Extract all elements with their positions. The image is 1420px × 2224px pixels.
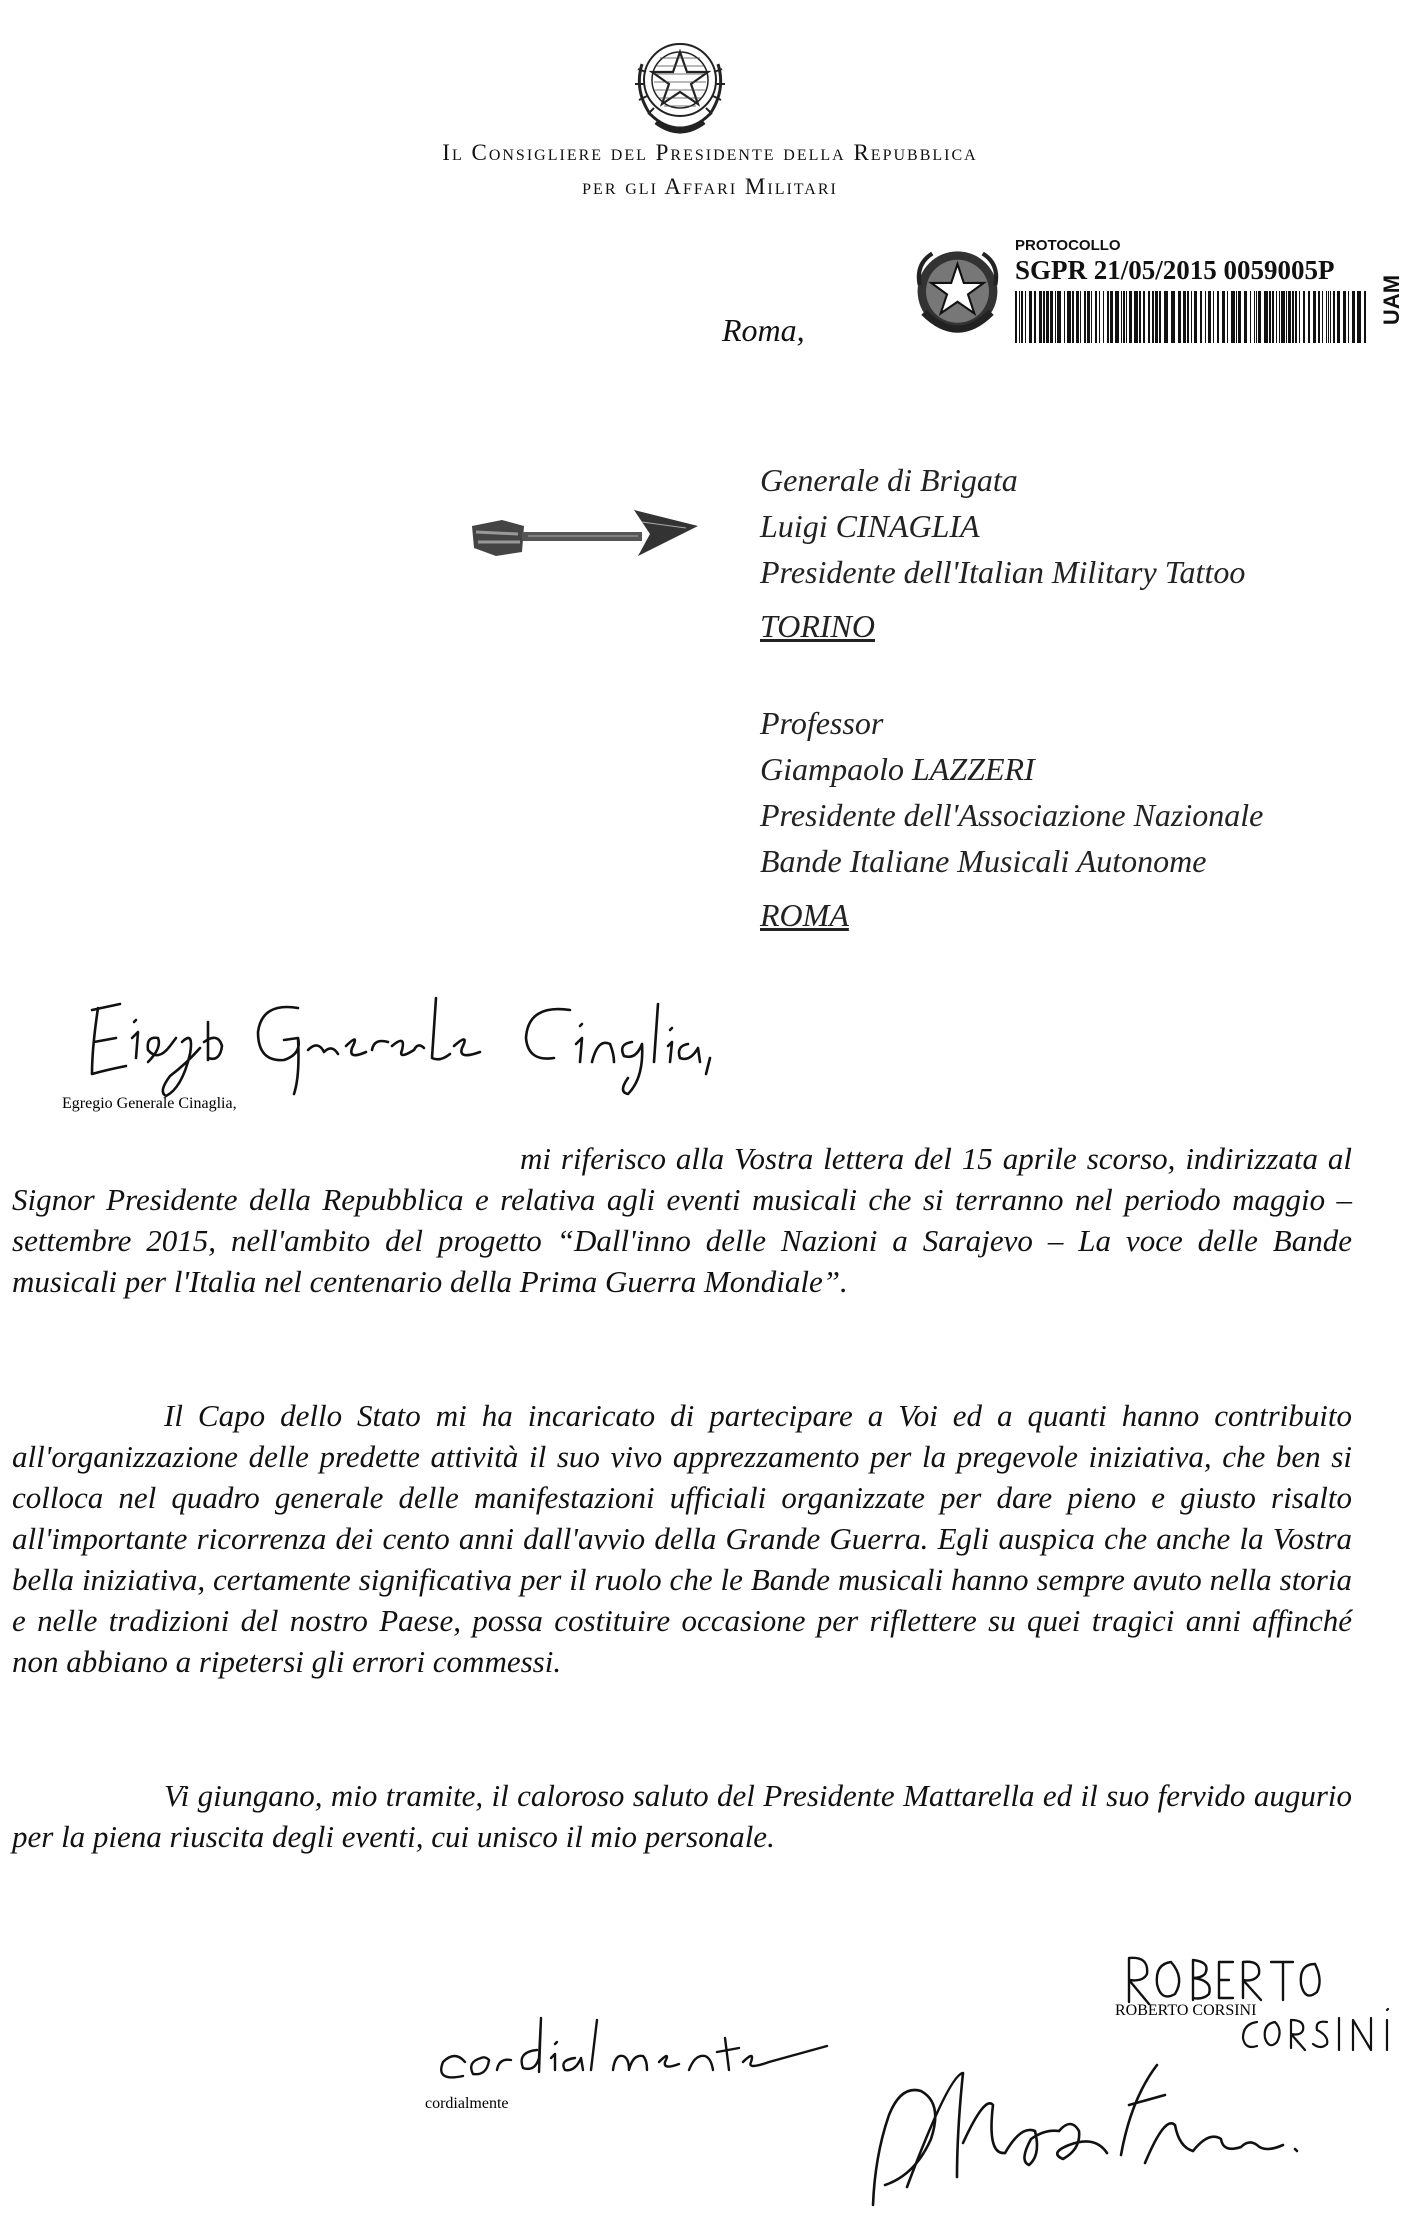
- handwritten-salutation: [62, 958, 722, 1118]
- barcode-bar: [1110, 291, 1113, 343]
- barcode-bar: [1326, 291, 1327, 343]
- barcode-bar: [1155, 291, 1158, 343]
- protocol-stamp: [905, 225, 1410, 385]
- barcode-bar: [1087, 291, 1090, 343]
- barcode-icon: [1015, 291, 1367, 343]
- barcode-bar: [1183, 291, 1186, 343]
- barcode-bar: [1357, 291, 1361, 343]
- barcode-bar: [1055, 291, 1056, 343]
- barcode-bar: [1269, 291, 1271, 343]
- body-paragraph-2: Il Capo dello Stato mi ha incaricato di partecipare a Voi ed a quanti hanno contribuito all'organizzazione delle predette attività il suo vivo apprezzamento per la pregevole iniziativa, che ben si colloca nel quadro generale delle manifestazioni ufficiali organizzate per dare pieno e giusto risalto all'importante ricorrenza dei cento anni dall'avvio della Grande Guerra. Egli auspica che anche la Vostra bella iniziativa, certamente significativa per il ruolo che le Bande musicali hanno sempre avuto nella storia e nelle tradizioni del nostro Paese, possa costituire occasione per riflettere su quei tragici anni affinché non abbiano a ripetersi gli errori commessi.: [12, 1398, 1352, 1679]
- recipient-1-line-1: Generale di Brigata: [760, 462, 1018, 498]
- barcode-bar: [1322, 291, 1323, 343]
- barcode-bar: [1148, 291, 1150, 343]
- barcode-bar: [1222, 291, 1225, 343]
- barcode-bar: [1238, 291, 1241, 343]
- barcode-bar: [1121, 291, 1122, 343]
- arrow-right-icon: [462, 490, 702, 580]
- barcode-bar: [1348, 291, 1349, 343]
- barcode-bar: [1021, 291, 1023, 343]
- barcode-bar: [1076, 291, 1079, 343]
- protocol-code: SGPR 21/05/2015 0059005P: [1015, 255, 1335, 285]
- barcode-bar: [1250, 291, 1251, 343]
- letterhead-line-2: per gli Affari Militari: [582, 174, 838, 199]
- barcode-bar: [1015, 291, 1017, 343]
- signatory-name-text: ROBERTO CORSINI: [1115, 2002, 1257, 2019]
- protocol-side-text: UAM: [1379, 274, 1404, 326]
- barcode-bar: [1152, 291, 1154, 343]
- barcode-bar: [1236, 291, 1237, 343]
- barcode-bar: [1352, 291, 1355, 343]
- barcode-bar: [1231, 291, 1235, 343]
- barcode-bar: [1159, 291, 1161, 343]
- closing-text: cordialmente: [425, 2095, 509, 2112]
- italian-republic-emblem-icon: [905, 243, 1010, 348]
- barcode-bar: [1057, 291, 1061, 343]
- barcode-bar: [1072, 291, 1074, 343]
- barcode-bar: [1043, 291, 1045, 343]
- recipient-1-city: TORINO: [760, 608, 875, 644]
- place-text: Roma,: [722, 312, 805, 348]
- barcode-bar: [1217, 291, 1219, 343]
- barcode-bar: [1213, 291, 1214, 343]
- barcode-bar: [1333, 291, 1335, 343]
- barcode-bar: [1187, 291, 1189, 343]
- recipient-2-city: ROMA: [760, 897, 849, 933]
- body-paragraph-1: mi riferisco alla Vostra lettera del 15 aprile scorso, indirizzata al Signor Presidente della Repubblica e relativa agli eventi musicali che si terranno nel periodo maggio – settembre 2015, nell'ambito del progetto “Dall'inno delle Nazioni a Sarajevo – La voce delle Bande musicali per l'Italia nel centenario della Prima Guerra Mondiale”.: [12, 1141, 1352, 1299]
- barcode-bar: [1343, 291, 1346, 343]
- barcode-bar: [1134, 291, 1138, 343]
- letterhead-line-1: Il Consigliere del Presidente della Repubblica: [442, 140, 978, 165]
- barcode-bar: [1279, 291, 1280, 343]
- barcode-bar: [1129, 291, 1132, 343]
- barcode-bar: [1164, 291, 1168, 343]
- barcode-bar: [1208, 291, 1211, 343]
- barcode-bar: [1139, 291, 1141, 343]
- barcode-bar: [1200, 291, 1202, 343]
- protocol-label: PROTOCOLLO: [1015, 237, 1121, 254]
- barcode-bar: [1025, 291, 1026, 343]
- recipient-2-line-2: Giampaolo LAZZERI: [760, 751, 1035, 787]
- recipient-2-line-3: Presidente dell'Associazione Nazionale: [760, 797, 1264, 833]
- barcode-bar: [1194, 291, 1197, 343]
- barcode-bar: [1080, 291, 1081, 343]
- barcode-bar: [1143, 291, 1145, 343]
- barcode-bar: [1299, 291, 1300, 343]
- barcode-bar: [1123, 291, 1125, 343]
- barcode-bar: [1281, 291, 1285, 343]
- recipient-1: [760, 457, 1245, 649]
- barcode-bar: [1272, 291, 1274, 343]
- barcode-bar: [1126, 291, 1127, 343]
- barcode-bar: [1264, 291, 1268, 343]
- barcode-bar: [1115, 291, 1119, 343]
- barcode-bar: [1067, 291, 1071, 343]
- barcode-bar: [1258, 291, 1261, 343]
- barcode-bar: [1064, 291, 1065, 343]
- barcode-bar: [1295, 291, 1297, 343]
- barcode-bar: [1050, 291, 1053, 343]
- barcode-bar: [1328, 291, 1329, 343]
- barcode-bar: [1034, 291, 1036, 343]
- recipient-1-line-3: Presidente dell'Italian Military Tattoo: [760, 554, 1246, 590]
- barcode-bar: [1330, 291, 1331, 343]
- protocol-side-label: [1377, 249, 1407, 349]
- body-paragraph-3: Vi giungano, mio tramite, il caloroso saluto del Presidente Mattarella ed il suo fervido augurio per la piena riuscita degli eventi, cui unisco il mio personale.: [12, 1778, 1352, 1854]
- barcode-bar: [1091, 291, 1092, 343]
- barcode-bar: [1288, 291, 1291, 343]
- italian-republic-emblem-icon: [620, 28, 740, 148]
- barcode-bar: [1244, 291, 1247, 343]
- salutation-text: Egregio Generale Cinaglia,: [62, 1095, 237, 1112]
- barcode-bar: [1308, 291, 1310, 343]
- handwritten-closing: [425, 1958, 895, 2118]
- barcode-bar: [1313, 291, 1316, 343]
- barcode-bar: [1107, 291, 1109, 343]
- barcode-bar: [1039, 291, 1042, 343]
- barcode-bar: [1364, 291, 1366, 343]
- barcode-bar: [1178, 291, 1181, 343]
- barcode-bar: [1205, 291, 1206, 343]
- recipient-2: [760, 700, 1263, 938]
- barcode-bar: [1095, 291, 1097, 343]
- barcode-bar: [1276, 291, 1277, 343]
- barcode-bar: [1171, 291, 1175, 343]
- recipient-1-line-2: Luigi CINAGLIA: [760, 508, 980, 544]
- barcode-bar: [1286, 291, 1287, 343]
- barcode-bar: [1303, 291, 1305, 343]
- barcode-bar: [1019, 291, 1020, 343]
- barcode-bar: [1103, 291, 1104, 343]
- barcode-bar: [1099, 291, 1100, 343]
- recipient-2-line-4: Bande Italiane Musicali Autonome: [760, 843, 1207, 879]
- barcode-bar: [1292, 291, 1294, 343]
- barcode-bar: [1254, 291, 1255, 343]
- handwritten-signature-icon: [845, 2035, 1365, 2220]
- barcode-bar: [1256, 291, 1257, 343]
- barcode-bar: [1191, 291, 1192, 343]
- barcode-bar: [1337, 291, 1340, 343]
- barcode-bar: [1029, 291, 1032, 343]
- barcode-bar: [1046, 291, 1049, 343]
- barcode-bar: [1227, 291, 1228, 343]
- recipient-2-line-1: Professor: [760, 705, 884, 741]
- barcode-bar: [1084, 291, 1086, 343]
- barcode-bar: [1318, 291, 1320, 343]
